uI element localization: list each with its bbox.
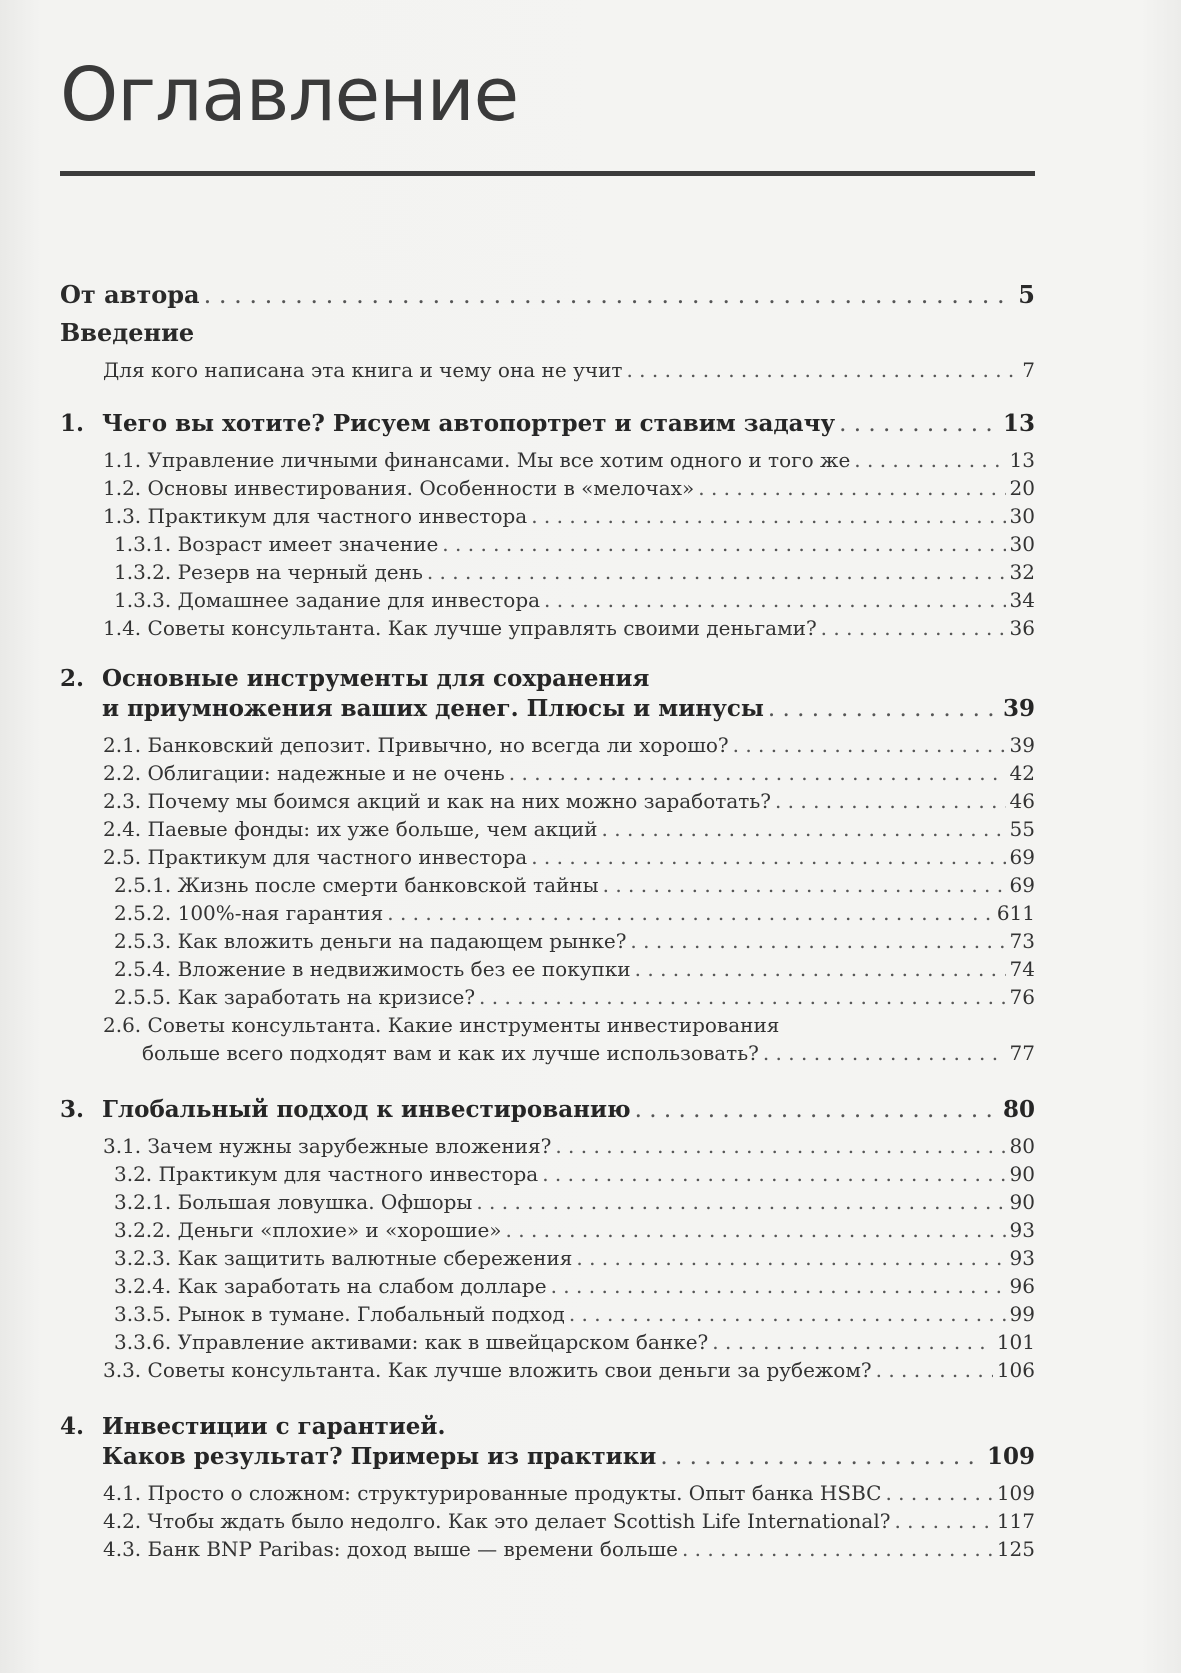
toc-label: 1.2. Основы инвестирования. Особенности в «мелочах» — [103, 476, 695, 500]
toc-entry-4-2[interactable] — [103, 1509, 1035, 1533]
toc-page-number: 73 — [1009, 929, 1035, 953]
toc-entry-2-5-4[interactable] — [114, 957, 1035, 981]
toc-label: Каков результат? Примеры из практики — [102, 1443, 657, 1470]
chapter-number: 1. — [60, 410, 85, 437]
toc-entry-4-1[interactable] — [103, 1481, 1035, 1505]
toc-label: 2.5.3. Как вложить деньги на падающем рынке? — [114, 929, 627, 953]
toc-page-number: 30 — [1009, 532, 1035, 556]
toc-entry-author[interactable] — [60, 280, 1035, 309]
toc-label: 1.4. Советы консультанта. Как лучше управлять своими деньгами? — [103, 616, 817, 640]
toc-page-number: 90 — [1009, 1162, 1035, 1186]
toc-label: 3.3. Советы консультанта. Как лучше вложить свои деньги за рубежом? — [103, 1358, 872, 1382]
toc-label: 3.2.3. Как защитить валютные сбережения — [114, 1246, 573, 1270]
toc-page-number: 96 — [1009, 1274, 1035, 1298]
toc-entry-2-1[interactable] — [103, 733, 1035, 757]
dot-leader — [602, 817, 1006, 841]
dot-leader — [551, 1274, 1006, 1298]
toc-label: 4.3. Банк BNP Paribas: доход выше — времени больше — [103, 1537, 678, 1561]
dot-leader — [854, 448, 1005, 472]
toc-entry-1-3-1[interactable] — [114, 532, 1035, 556]
toc-entry-2-6[interactable] — [142, 1041, 1035, 1065]
dot-leader — [821, 616, 1006, 640]
toc-label: Для кого написана эта книга и чему она не учит — [103, 358, 623, 382]
toc-entry-2-3[interactable] — [103, 789, 1035, 813]
dot-leader — [635, 1097, 999, 1123]
dot-leader — [763, 1041, 1006, 1065]
dot-leader — [630, 929, 1005, 953]
toc-heading-chapter-2[interactable] — [60, 665, 649, 692]
toc-label: 2.4. Паевые фонды: их уже больше, чем акций — [103, 817, 598, 841]
toc-entry-2-6-line1[interactable]: 2.6. Советы консультанта. Какие инструменты инвестирования — [103, 1013, 780, 1037]
toc-label: 2.3. Почему мы боимся акций и как на них можно заработать? — [103, 789, 771, 813]
toc-entry-chapter-1[interactable] — [60, 410, 1035, 437]
toc-page-number: 77 — [1009, 1041, 1035, 1065]
toc-page-number: 69 — [1009, 873, 1035, 897]
toc-label: 2.2. Облигации: надежные и не очень — [103, 761, 505, 785]
toc-label: 4.1. Просто о сложном: структурированные продукты. Опыт банка HSBC — [103, 1481, 882, 1505]
dot-leader — [555, 1134, 1005, 1158]
toc-label: 2.5.4. Вложение в недвижимость без ее покупки — [114, 957, 631, 981]
toc-label: 2.5.1. Жизнь после смерти банковской тайны — [114, 873, 599, 897]
toc-page-number: 99 — [1009, 1302, 1035, 1326]
toc-entry-2-4[interactable] — [103, 817, 1035, 841]
page-title: Оглавление — [60, 52, 519, 138]
dot-leader — [544, 588, 1006, 612]
toc-entry-3-2-3[interactable] — [114, 1246, 1035, 1270]
toc-label: 1.3.2. Резерв на черный день — [114, 560, 423, 584]
toc-page-number: 55 — [1009, 817, 1035, 841]
toc-entry-3-1[interactable] — [103, 1134, 1035, 1158]
toc-page-number: 125 — [996, 1537, 1035, 1561]
toc-label: От автора — [60, 280, 200, 309]
toc-entry-2-5-5[interactable] — [114, 985, 1035, 1009]
dot-leader — [876, 1358, 993, 1382]
dot-leader — [506, 1218, 1006, 1242]
toc-page-number: 46 — [1009, 789, 1035, 813]
dot-leader — [427, 560, 1006, 584]
dot-leader — [626, 358, 1018, 382]
dot-leader — [698, 476, 1005, 500]
toc-page-number: 80 — [1009, 1134, 1035, 1158]
dot-leader — [479, 985, 1006, 1009]
dot-leader — [660, 1444, 983, 1470]
toc-entry-1-2[interactable] — [103, 476, 1035, 500]
toc-label: Основные инструменты для сохранения — [102, 665, 650, 692]
toc-label: 3.2.1. Большая ловушка. Офшоры — [114, 1190, 473, 1214]
dot-leader — [531, 504, 1005, 528]
toc-entry-3-3-6[interactable] — [114, 1330, 1035, 1354]
chapter-number: 3. — [60, 1096, 85, 1123]
chapter-number: 4. — [60, 1413, 85, 1440]
toc-page-number: 34 — [1009, 588, 1035, 612]
toc-entry-3-3-5[interactable] — [114, 1302, 1035, 1326]
toc-label: 1.3.3. Домашнее задание для инвестора — [114, 588, 541, 612]
toc-entry-2-2[interactable] — [103, 761, 1035, 785]
toc-page-number: 106 — [996, 1358, 1035, 1382]
toc-label: 3.2.2. Деньги «плохие» и «хорошие» — [114, 1218, 502, 1242]
dot-leader — [839, 411, 999, 437]
toc-label: и приумножения ваших денег. Плюсы и минусы — [102, 695, 764, 722]
toc-label: 2.5.5. Как заработать на кризисе? — [114, 985, 476, 1009]
toc-page-number: 13 — [1009, 448, 1035, 472]
toc-page-number: 117 — [996, 1509, 1035, 1533]
toc-entry-4-3[interactable] — [103, 1537, 1035, 1561]
toc-page-number: 93 — [1009, 1218, 1035, 1242]
toc-entry-2-5-2[interactable] — [114, 901, 1035, 925]
toc-page-number: 39 — [1002, 695, 1035, 722]
dot-leader — [885, 1481, 992, 1505]
toc-entry-2-5-3[interactable] — [114, 929, 1035, 953]
dot-leader — [775, 789, 1006, 813]
toc-entry-1-3[interactable] — [103, 504, 1035, 528]
toc-label: 3.3.5. Рынок в тумане. Глобальный подход — [114, 1302, 565, 1326]
toc-page-number: 74 — [1009, 957, 1035, 981]
toc-page-number: 7 — [1022, 358, 1035, 382]
toc-entry-1-1[interactable] — [103, 448, 1035, 472]
toc-page-number: 30 — [1009, 504, 1035, 528]
toc-entry-2-5[interactable] — [103, 845, 1035, 869]
toc-label: 2.5. Практикум для частного инвестора — [103, 845, 528, 869]
toc-page-number: 101 — [996, 1330, 1035, 1354]
toc-label: 3.1. Зачем нужны зарубежные вложения? — [103, 1134, 552, 1158]
dot-leader — [509, 761, 1006, 785]
toc-entry-2-5-1[interactable] — [114, 873, 1035, 897]
toc-entry-3-2[interactable] — [114, 1162, 1035, 1186]
toc-page-number: 109 — [986, 1443, 1035, 1470]
toc-label: 1.3. Практикум для частного инвестора — [103, 504, 528, 528]
toc-label: 3.2. Практикум для частного инвестора — [114, 1162, 539, 1186]
dot-leader — [387, 901, 993, 925]
dot-leader — [476, 1190, 1005, 1214]
dot-leader — [531, 845, 1005, 869]
toc-entry-1-3-2[interactable] — [114, 560, 1035, 584]
toc-label: 3.3.6. Управление активами: как в швейцарском банке? — [114, 1330, 709, 1354]
toc-page-number: 90 — [1009, 1190, 1035, 1214]
dot-leader — [733, 733, 1006, 757]
toc-label: 4.2. Чтобы ждать было недолго. Как это делает Scottish Life International? — [103, 1509, 891, 1533]
chapter-number: 2. — [60, 665, 85, 692]
dot-leader — [569, 1302, 1006, 1326]
toc-page-number: 20 — [1009, 476, 1035, 500]
toc-entry-chapter-2[interactable] — [102, 695, 1035, 722]
toc-entry-chapter-3[interactable] — [60, 1096, 1035, 1123]
toc-label: 1.1. Управление личными финансами. Мы все хотим одного и того же — [103, 448, 851, 472]
title-rule — [60, 171, 1035, 176]
toc-entry-3-2-1[interactable] — [114, 1190, 1035, 1214]
toc-page-number: 80 — [1002, 1096, 1035, 1123]
dot-leader — [603, 873, 1006, 897]
dot-leader — [712, 1330, 993, 1354]
toc-heading-intro: Введение — [60, 318, 195, 347]
dot-leader — [635, 957, 1006, 981]
dot-leader — [894, 1509, 992, 1533]
toc-page-number: 69 — [1009, 845, 1035, 869]
toc-label: 1.3.1. Возраст имеет значение — [114, 532, 439, 556]
toc-label: 3.2.4. Как заработать на слабом долларе — [114, 1274, 547, 1298]
toc-page-number: 611 — [996, 901, 1035, 925]
toc-label: 2.1. Банковский депозит. Привычно, но всегда ли хорошо? — [103, 733, 729, 757]
toc-page-number: 39 — [1009, 733, 1035, 757]
toc-page-number: 13 — [1002, 410, 1035, 437]
dot-leader — [204, 281, 1015, 309]
dot-leader — [542, 1162, 1005, 1186]
toc-entry-3-2-2[interactable] — [114, 1218, 1035, 1242]
toc-entry-intro-sub[interactable] — [103, 358, 1035, 382]
dot-leader — [576, 1246, 1005, 1270]
toc-entry-1-3-3[interactable] — [114, 588, 1035, 612]
toc-page-number: 32 — [1009, 560, 1035, 584]
dot-leader — [682, 1537, 993, 1561]
toc-label: Чего вы хотите? Рисуем автопортрет и ставим задачу — [102, 410, 836, 437]
toc-entry-3-3[interactable] — [103, 1358, 1035, 1382]
toc-page-number: 109 — [996, 1481, 1035, 1505]
toc-page-number: 93 — [1009, 1246, 1035, 1270]
dot-leader — [442, 532, 1005, 556]
toc-entry-3-2-4[interactable] — [114, 1274, 1035, 1298]
toc-label: 2.5.2. 100%-ная гарантия — [114, 901, 384, 925]
toc-label: Глобальный подход к инвестированию — [102, 1096, 631, 1123]
dot-leader — [768, 696, 999, 722]
toc-page-number: 42 — [1009, 761, 1035, 785]
toc-entry-1-4[interactable] — [103, 616, 1035, 640]
toc-page-number: 36 — [1009, 616, 1035, 640]
toc-label: больше всего подходят вам и как их лучше использовать? — [142, 1041, 759, 1065]
toc-entry-chapter-4[interactable] — [102, 1443, 1035, 1470]
toc-page-number: 5 — [1018, 280, 1035, 309]
toc-page-number: 76 — [1009, 985, 1035, 1009]
toc-heading-chapter-4[interactable] — [60, 1413, 445, 1440]
toc-label: Инвестиции с гарантией. — [102, 1413, 446, 1440]
